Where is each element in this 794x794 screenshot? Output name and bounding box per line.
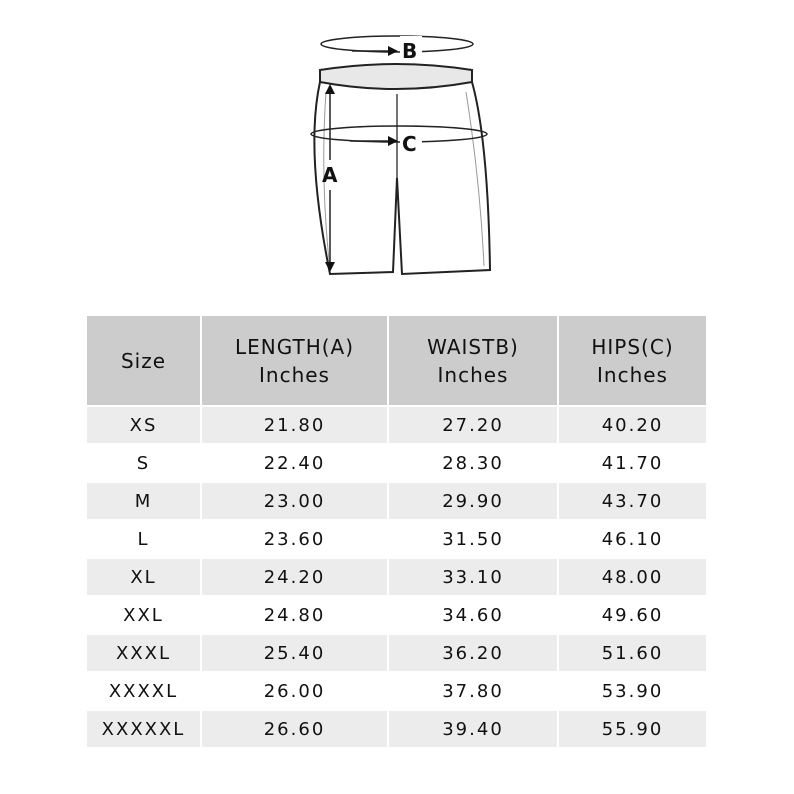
waist-cell: 31.50: [442, 528, 504, 550]
hips-cell: 49.60: [601, 604, 664, 626]
label-b: B: [402, 39, 418, 63]
length-cell: 23.60: [263, 528, 326, 550]
header-length: LENGTH(A) Inches: [202, 316, 387, 405]
length-cell: 25.40: [202, 635, 387, 671]
table-row: [87, 559, 706, 595]
waist-cell: 28.30: [442, 452, 504, 474]
length-cell: 26.60: [202, 711, 387, 747]
shorts-outline-icon: [0, 0, 794, 300]
length-cell: 23.00: [202, 483, 387, 519]
length-cell: 22.40: [263, 452, 326, 474]
table-row: [87, 407, 706, 443]
length-cell: 24.20: [202, 559, 387, 595]
size-cell: XXXXL: [108, 680, 179, 702]
length-cell: 26.00: [263, 680, 326, 702]
waist-cell: 39.40: [389, 711, 557, 747]
waist-cell: 29.90: [389, 483, 557, 519]
waist-cell: 34.60: [442, 604, 504, 626]
shorts-measurement-diagram: [0, 0, 794, 300]
waist-cell: 33.10: [389, 559, 557, 595]
table-row: [87, 635, 706, 671]
header-size: Size: [87, 316, 200, 405]
hips-cell: 40.20: [559, 407, 706, 443]
size-cell: XXL: [123, 604, 164, 626]
size-cell: XXXXXL: [87, 711, 200, 747]
hips-cell: 53.90: [601, 680, 664, 702]
table-row: [87, 597, 706, 633]
length-cell: 24.80: [263, 604, 326, 626]
hips-cell: 41.70: [601, 452, 664, 474]
length-cell: 21.80: [202, 407, 387, 443]
table-row: [87, 483, 706, 519]
label-c: C: [402, 132, 417, 156]
size-cell: XL: [87, 559, 200, 595]
header-hips: HIPS(C) Inches: [559, 316, 706, 405]
size-cell: XS: [87, 407, 200, 443]
size-chart-table: [85, 314, 708, 749]
hips-cell: 48.00: [559, 559, 706, 595]
hips-cell: 51.60: [559, 635, 706, 671]
waist-cell: 37.80: [442, 680, 504, 702]
size-cell: M: [87, 483, 200, 519]
header-waist: WAISTB) Inches: [389, 316, 557, 405]
table-row: [87, 711, 706, 747]
hips-cell: 43.70: [559, 483, 706, 519]
hips-cell: 46.10: [601, 528, 664, 550]
hips-cell: 55.90: [559, 711, 706, 747]
size-cell: XXXL: [87, 635, 200, 671]
table-row: [87, 521, 706, 557]
waist-measure-line: [321, 36, 473, 52]
waist-cell: 36.20: [389, 635, 557, 671]
size-cell: S: [136, 452, 151, 474]
table-row: [87, 445, 706, 481]
table-row: [87, 673, 706, 709]
waist-cell: 27.20: [389, 407, 557, 443]
size-cell: L: [137, 528, 150, 550]
label-a: A: [322, 163, 338, 187]
table-header-row: [87, 316, 706, 405]
shorts-body-shape: [314, 82, 490, 274]
